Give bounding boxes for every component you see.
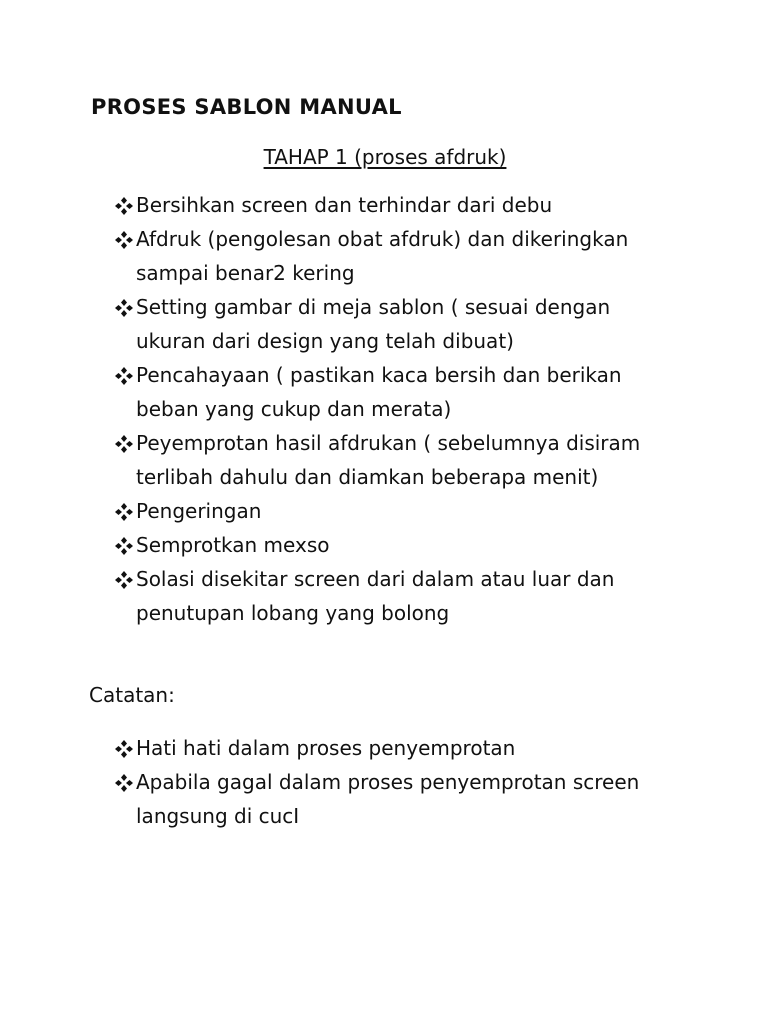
four-diamond-bullet-icon <box>114 298 134 318</box>
list-item-line1: Setting gambar di meja sablon ( sesuai dengan <box>136 295 611 319</box>
list-item-line1: Semprotkan mexso <box>136 533 330 557</box>
list-item <box>114 731 674 765</box>
list-item-line2: beban yang cukup dan merata) <box>136 397 452 421</box>
list-item <box>114 528 674 562</box>
four-diamond-bullet-icon <box>114 230 134 250</box>
stage-title-text: TAHAP 1 (proses afdruk) <box>263 145 507 169</box>
list-item-line2: terlibah dahulu dan diamkan beberapa menit) <box>136 465 599 489</box>
list-item <box>114 494 674 528</box>
list-item-line1: Hati hati dalam proses penyemprotan <box>136 736 516 760</box>
steps-list <box>114 188 674 630</box>
list-item-line1: Bersihkan screen dan terhindar dari debu <box>136 193 553 217</box>
list-item-line1: Afdruk (pengolesan obat afdruk) dan dikeringkan <box>136 227 629 251</box>
notes-list <box>114 731 674 833</box>
list-item <box>114 426 674 494</box>
list-item <box>114 562 674 630</box>
document-title: PROSES SABLON MANUAL <box>91 95 402 119</box>
list-item <box>114 188 674 222</box>
list-item-line2: penutupan lobang yang bolong <box>136 601 450 625</box>
list-item-line1: Apabila gagal dalam proses penyemprotan screen <box>136 770 640 794</box>
list-item-line1: Peyemprotan hasil afdrukan ( sebelumnya disiram <box>136 431 641 455</box>
list-item-line1: Solasi disekitar screen dari dalam atau luar dan <box>136 567 615 591</box>
four-diamond-bullet-icon <box>114 366 134 386</box>
list-item-line2: sampai benar2 kering <box>136 261 355 285</box>
four-diamond-bullet-icon <box>114 739 134 759</box>
list-item-line1: Pencahayaan ( pastikan kaca bersih dan berikan <box>136 363 622 387</box>
list-item-line2: langsung di cucI <box>136 804 300 828</box>
list-item-line2: ukuran dari design yang telah dibuat) <box>136 329 514 353</box>
four-diamond-bullet-icon <box>114 773 134 793</box>
stage-title <box>0 145 768 169</box>
list-item <box>114 290 674 358</box>
list-item <box>114 765 674 833</box>
four-diamond-bullet-icon <box>114 434 134 454</box>
four-diamond-bullet-icon <box>114 502 134 522</box>
four-diamond-bullet-icon <box>114 536 134 556</box>
list-item <box>114 358 674 426</box>
four-diamond-bullet-icon <box>114 570 134 590</box>
notes-heading: Catatan: <box>89 683 175 707</box>
list-item <box>114 222 674 290</box>
list-item-line1: Pengeringan <box>136 499 262 523</box>
four-diamond-bullet-icon <box>114 196 134 216</box>
